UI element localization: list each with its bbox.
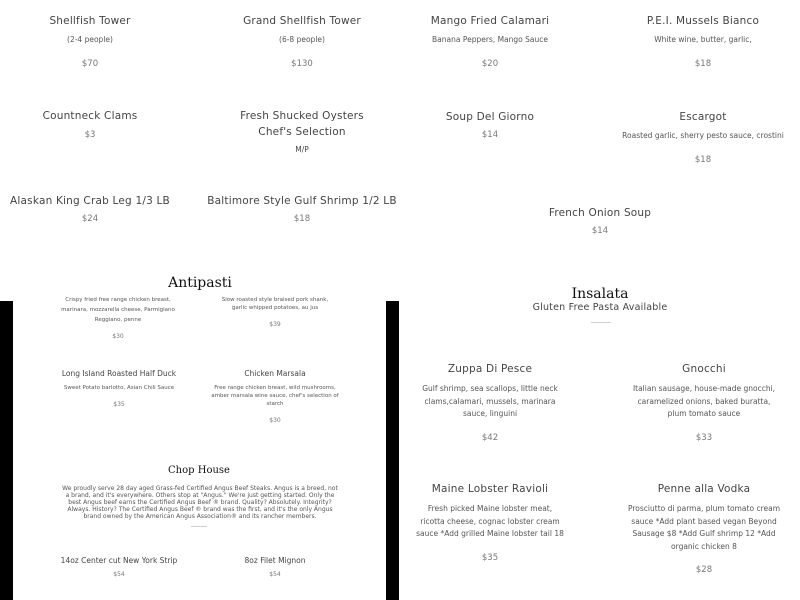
- item-name: French Onion Soup: [548, 207, 652, 219]
- divider: [191, 526, 207, 527]
- item-name: Penne alla Vodka: [657, 483, 751, 495]
- menu-item-penne-alla-vodka: [621, 481, 787, 575]
- section-heading-antipasti: Antipasti: [168, 275, 232, 291]
- subheading-text: Gluten Free Pasta Available: [532, 302, 668, 313]
- item-name: 14oz Center cut New York Strip: [60, 556, 178, 565]
- item-name: Countneck Clams: [42, 110, 138, 122]
- item-description: White wine, butter, garlic,: [654, 35, 752, 44]
- item-name: Maine Lobster Ravioli: [431, 483, 549, 495]
- menu-item-ny-strip: [49, 555, 189, 578]
- menu-item-gnocchi: [630, 361, 778, 443]
- black-bar-right: [386, 301, 399, 600]
- menu-item-fresh-oysters: [222, 108, 382, 154]
- item-price: $14: [591, 226, 609, 236]
- item-description-line: Reggiano, penne: [94, 317, 142, 323]
- menu-item-king-crab: [0, 193, 180, 224]
- item-description: Italian sausage, house-made gnocchi, caramelized onions, baked buratta, plum tomato sauce: [632, 384, 776, 418]
- item-price: $24: [81, 214, 99, 224]
- menu-item-cutoff-left: [48, 296, 188, 340]
- item-name: Fresh Shucked Oysters Chef's Selection: [240, 110, 364, 138]
- menu-item-french-onion-soup: [520, 205, 680, 236]
- item-description: Sweet Potato barlotto, Asian Chili Sauce: [63, 385, 175, 391]
- item-description: Prosciutto di parma, plum tomato cream sauce *Add plant based vegan Beyond Sausage $8 *Add Gulf shrimp 12 *Add organic chicken 8: [627, 504, 781, 551]
- item-price: $14: [481, 130, 499, 140]
- item-name: Gnocchi: [682, 363, 726, 375]
- menu-item-grand-shellfish-tower: [212, 13, 392, 69]
- menu-item-countneck-clams: [10, 108, 170, 140]
- item-price: $39: [269, 321, 281, 328]
- menu-item-mango-fried-calamari: [410, 13, 570, 69]
- item-price: $33: [695, 432, 713, 443]
- item-name: Chicken Marsala: [244, 369, 306, 378]
- black-bar-left: [0, 301, 13, 600]
- item-name: Grand Shellfish Tower: [243, 15, 361, 27]
- entrees-panel: [13, 297, 386, 600]
- item-price: M/P: [295, 145, 309, 154]
- menu-item-filet-mignon: [215, 555, 335, 578]
- item-name: 8oz Filet Mignon: [244, 556, 306, 565]
- menu-item-cutoff-right: [215, 296, 335, 328]
- item-price: $35: [113, 401, 125, 408]
- item-price: $28: [695, 565, 713, 575]
- chop-house-intro: We proudly serve 28 day aged Grass-fed Certified Angus Beef Steaks. Angus is a breed, not a brand, and it's everywhere. Others stop at "Angus." We're just getting started. Only the best Angus beef earns the Certified Angus Beef ® brand. Quality? Absolutely. Integrity? Always. History? The Certified Angus Beef ® brand was the first, and it's the only Angus brand owned by the American Angus Association® and its rancher members.: [62, 485, 338, 520]
- item-price: $20: [481, 58, 499, 69]
- item-price: $18: [293, 214, 311, 224]
- item-price: $3: [84, 130, 96, 140]
- divider: [591, 322, 611, 323]
- section-subheading-gluten-free: [500, 300, 700, 316]
- menu-item-lobster-ravioli: [415, 481, 565, 563]
- item-price: $30: [269, 417, 281, 424]
- item-name: Baltimore Style Gulf Shrimp 1/2 LB: [207, 195, 397, 207]
- item-name: Escargot: [679, 111, 727, 123]
- item-name: Zuppa Di Pesce: [447, 363, 533, 375]
- item-description: (2-4 people): [67, 35, 113, 44]
- menu-item-chicken-marsala: [211, 368, 339, 424]
- item-name: Long Island Roasted Half Duck: [61, 369, 177, 378]
- item-price: $70: [81, 58, 99, 69]
- item-name: Soup Del Giorno: [445, 111, 535, 123]
- item-price: $35: [481, 552, 499, 563]
- item-description: Banana Peppers, Mango Sauce: [432, 35, 548, 44]
- item-description: Roasted garlic, sherry pesto sauce, crostini: [622, 131, 784, 140]
- section-heading-insalata: Insalata: [571, 286, 629, 302]
- item-price: $18: [694, 58, 712, 69]
- item-description-line: marinara, mozzarella cheese, Parmigiano: [61, 307, 175, 313]
- item-description: Fresh picked Maine lobster meat, ricotta cheese, cognac lobster cream sauce *Add grilled Maine lobster tail 18: [416, 504, 564, 538]
- menu-item-roasted-half-duck: [49, 368, 189, 408]
- item-description: Gulf shrimp, sea scallops, little neck clams,calamari, mussels, marinara sauce, linguini: [422, 384, 558, 418]
- item-description: Free range chicken breast, wild mushrooms, amber marsala wine sauce, chef's selection of starch: [211, 385, 339, 407]
- item-description: (6-8 people): [279, 35, 325, 44]
- item-price: $30: [112, 333, 124, 340]
- item-price: $18: [694, 154, 712, 165]
- section-heading-chop-house: Chop House: [168, 465, 230, 476]
- item-description: Slow roasted style braised pork shank, garlic whipped potatoes, au jus: [221, 297, 329, 311]
- item-price: $54: [113, 571, 125, 578]
- item-price: $54: [269, 571, 281, 578]
- menu-item-shellfish-tower: [10, 13, 170, 69]
- item-name: Mango Fried Calamari: [430, 15, 550, 27]
- item-name: P.E.I. Mussels Bianco: [646, 15, 760, 27]
- menu-item-zuppa-di-pesce: [415, 361, 565, 443]
- menu-item-gulf-shrimp: [202, 193, 402, 224]
- item-price: $42: [481, 432, 499, 443]
- menu-item-soup-del-giorno: [410, 109, 570, 140]
- menu-item-escargot: [618, 109, 788, 165]
- item-description-line: Crispy fried free range chicken breast,: [65, 297, 171, 303]
- item-name: Shellfish Tower: [49, 15, 131, 27]
- item-price: $130: [291, 58, 313, 69]
- menu-item-pei-mussels: [623, 13, 783, 69]
- item-name: Alaskan King Crab Leg 1/3 LB: [10, 195, 170, 207]
